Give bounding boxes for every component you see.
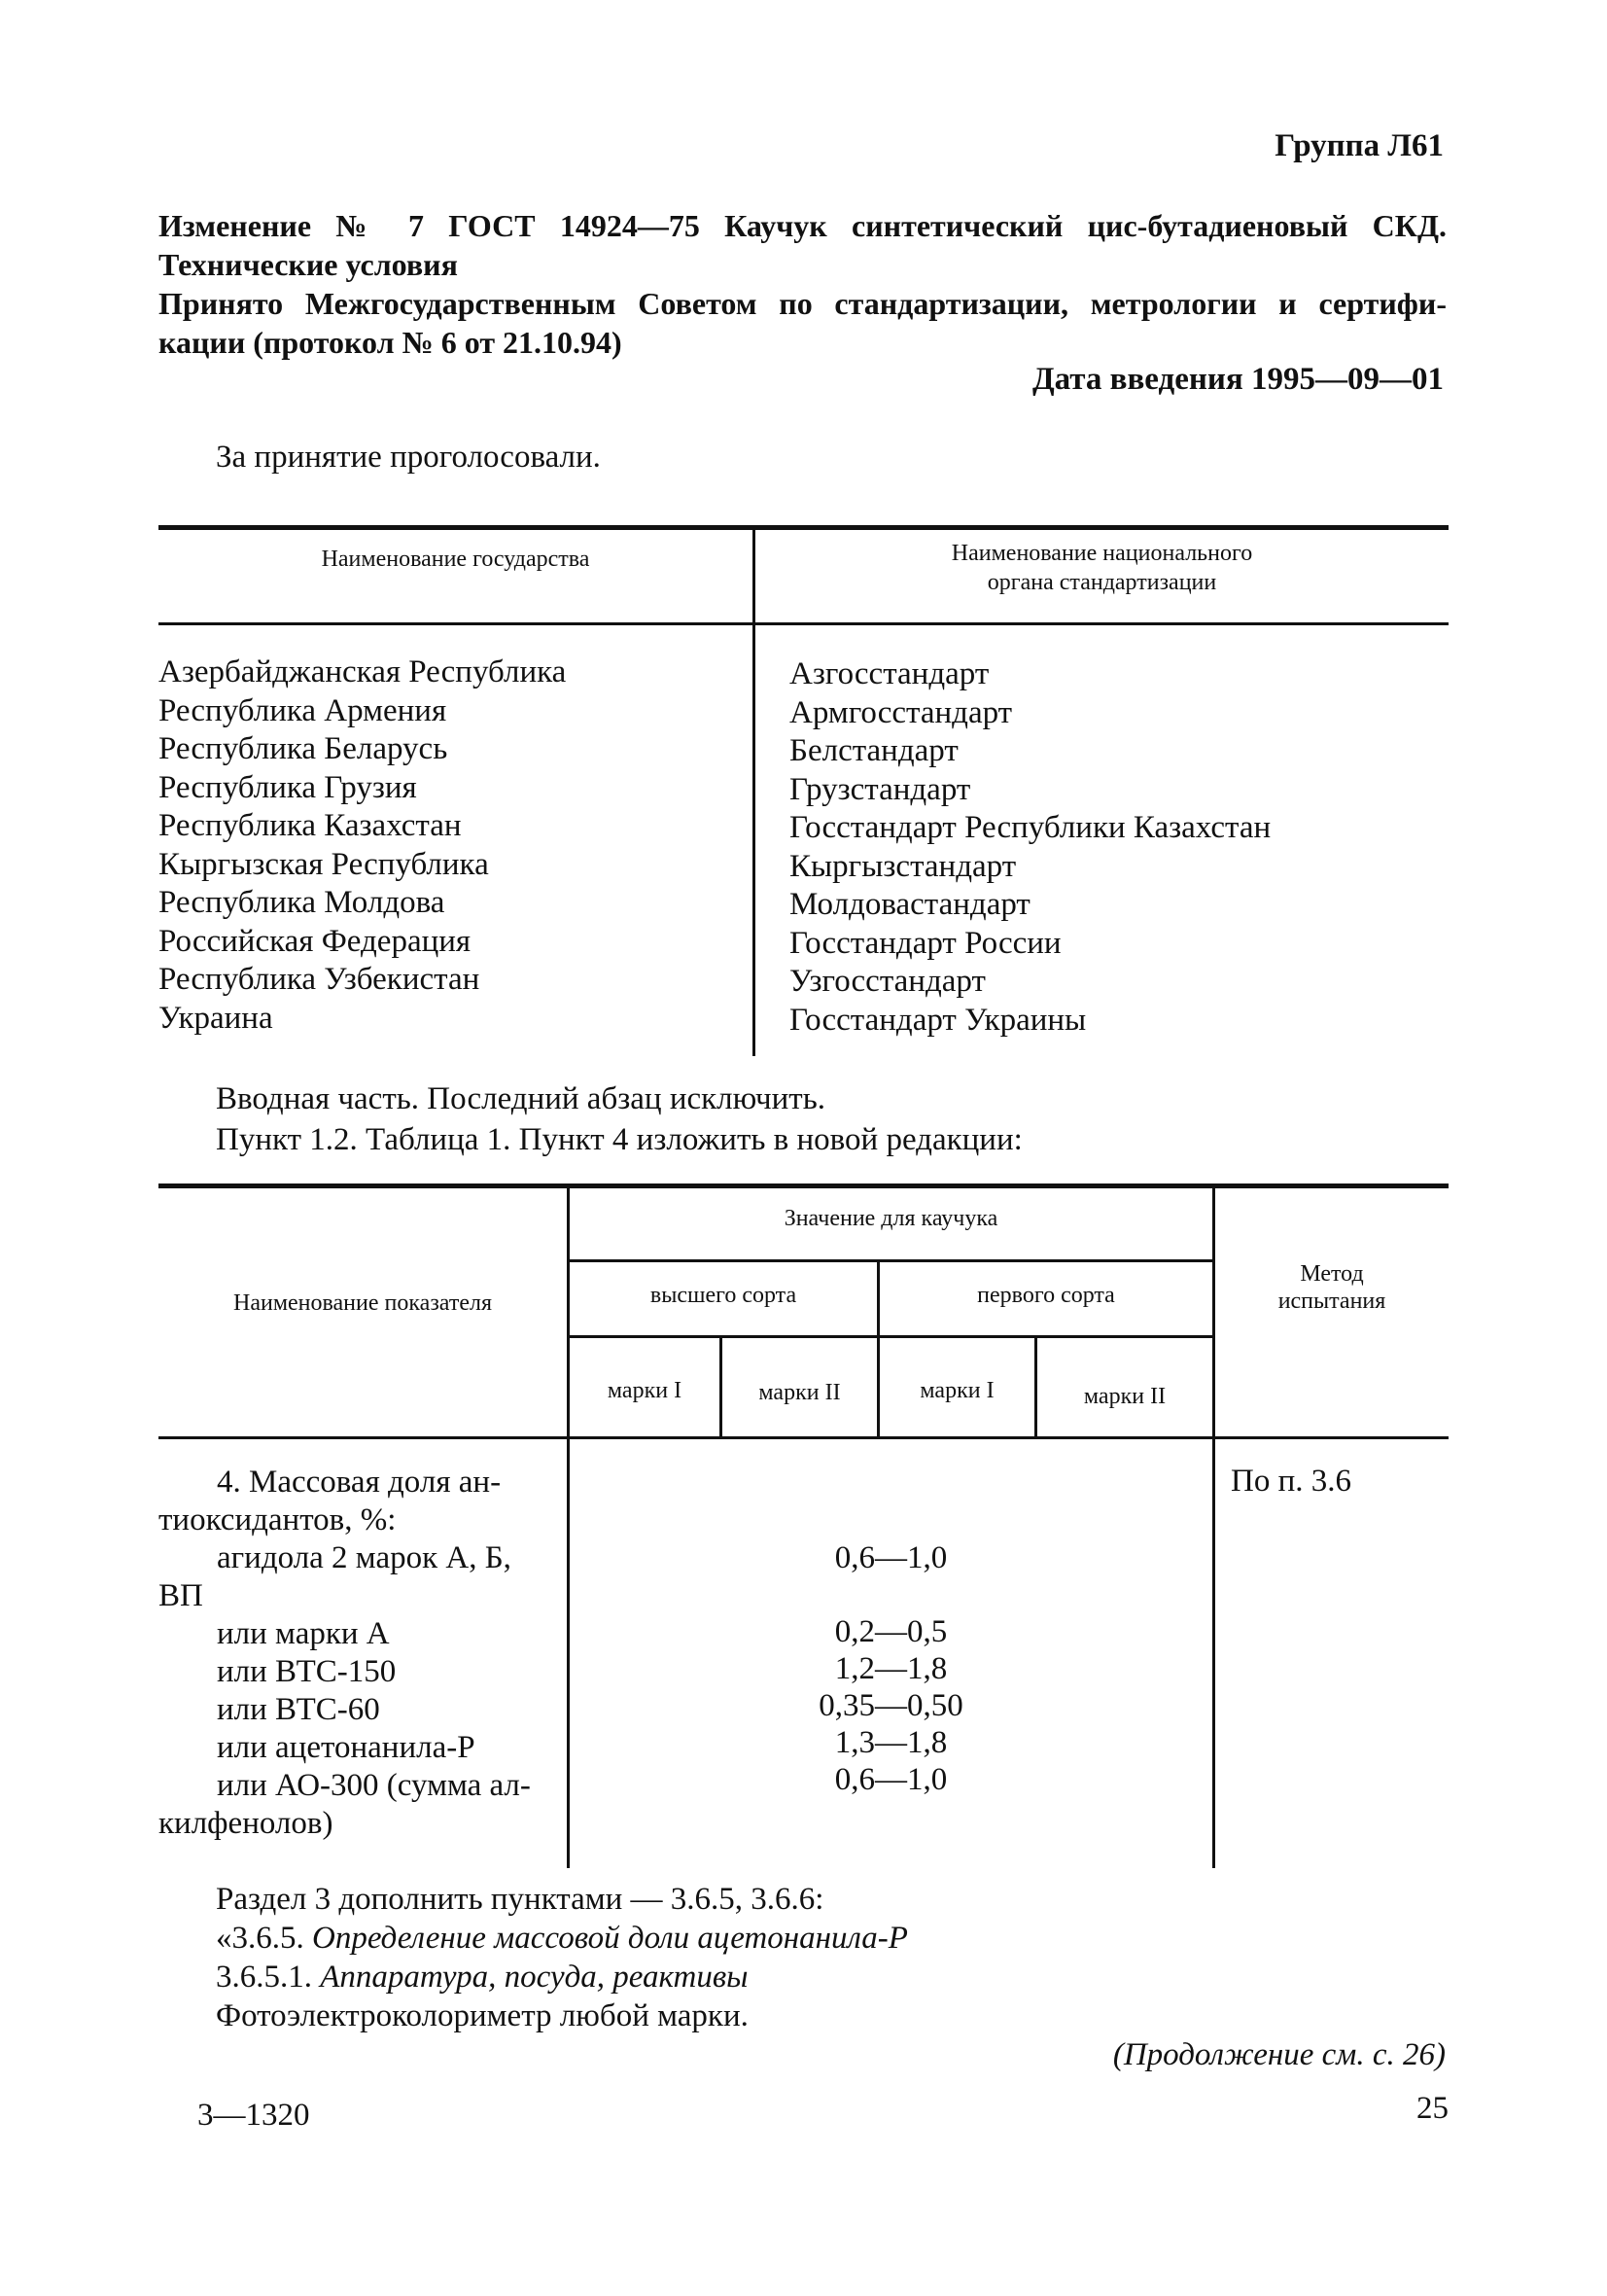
voted-text: За принятие проголосовали. xyxy=(216,440,601,475)
states-table-top-rule xyxy=(158,525,1449,530)
value-header-rule xyxy=(568,1259,1213,1262)
photometer-text: Фотоэлектроколориметр любой марки. xyxy=(216,1998,749,2033)
indicator-line: ВП xyxy=(158,1578,203,1613)
antioxidant-values xyxy=(570,1539,1212,1798)
item-3-6-5-1-title: Аппаратура, посуда, реактивы xyxy=(320,1960,749,1995)
continuation-note: (Продолжение см. с. 26) xyxy=(1112,2037,1446,2072)
antioxidant-value: 0,6—1,0 xyxy=(834,1762,948,1797)
item-3-6-5-number: «3.6.5. xyxy=(216,1921,304,1956)
standards-body: Грузстандарт xyxy=(789,771,971,807)
state-name: Республика Молдова xyxy=(158,885,445,920)
test-method-header xyxy=(1215,1260,1449,1315)
item-3-6-5-title: Определение массовой доли ацетонанила-Р xyxy=(312,1921,908,1956)
state-name: Республика Казахстан xyxy=(158,808,462,843)
test-method-header-line1: Метод xyxy=(1300,1261,1364,1287)
standards-bodies-list xyxy=(789,655,1271,1040)
top-grade-header: высшего сорта xyxy=(649,1283,797,1308)
indicator-line: агидола 2 марок А, Б, xyxy=(217,1540,511,1575)
indicator-line: или ацетонанила-Р xyxy=(217,1730,475,1765)
amendment-title-line2: Технические условия xyxy=(158,247,458,282)
standards-body: Кыргызстандарт xyxy=(789,848,1017,884)
state-name: Российская Федерация xyxy=(158,923,472,959)
state-name: Республика Армения xyxy=(158,692,447,728)
antioxidant-value: 0,35—0,50 xyxy=(819,1688,963,1723)
standards-body: Молдовастандарт xyxy=(789,887,1031,922)
brand-2-header: марки II xyxy=(1083,1384,1167,1409)
state-name: Кыргызская Республика xyxy=(158,846,489,882)
print-code: 3—1320 xyxy=(197,2098,310,2133)
antioxidant-value: 1,3—1,8 xyxy=(834,1725,948,1760)
amendment-title-line1: Изменение № 7 ГОСТ 14924—75 Каучук синтетический цис-бутадиеновый СКД. xyxy=(158,208,1447,243)
indicator-line: или ВТС-60 xyxy=(217,1692,380,1727)
states-col2-header-line2: органа стандартизации xyxy=(987,570,1217,595)
state-name: Республика Узбекистан xyxy=(158,962,480,997)
intro-part-text: Вводная часть. Последний абзац исключить. xyxy=(216,1081,826,1116)
state-names-list xyxy=(158,653,566,1038)
indicator-line: или АО-300 (сумма ал- xyxy=(217,1768,531,1803)
indicator-name-header: Наименование показателя xyxy=(233,1290,492,1316)
test-method-value: По п. 3.6 xyxy=(1231,1464,1351,1499)
indicator-description xyxy=(158,1464,562,1843)
states-table-header-rule xyxy=(158,622,1449,625)
antioxidant-value: 0,6—1,0 xyxy=(834,1540,948,1575)
states-col2-header-line1: Наименование национального xyxy=(951,541,1253,566)
item-3-6-5-1-number: 3.6.5.1. xyxy=(216,1960,312,1995)
indicator-line: килфенолов) xyxy=(158,1806,333,1841)
item-3-6-5 xyxy=(216,1921,908,1957)
standards-body: Госстандарт Украины xyxy=(789,1002,1087,1038)
introduction-date: Дата введения 1995—09—01 xyxy=(1031,362,1444,397)
adopted-line1: Принято Межгосударственным Советом по стандартизации, метрологии и сертифи- xyxy=(158,286,1447,321)
state-name: Республика Грузия xyxy=(158,769,417,805)
indicator-line: 4. Массовая доля ан- xyxy=(217,1465,502,1500)
indicator-line: или ВТС-150 xyxy=(217,1654,397,1689)
item-1-2-text: Пункт 1.2. Таблица 1. Пункт 4 изложить в новой редакции: xyxy=(216,1122,1023,1157)
item-3-6-5-1 xyxy=(216,1960,749,1996)
standards-body: Азгосстандарт xyxy=(789,656,990,691)
brand-1-header: марки I xyxy=(920,1378,995,1403)
standards-body: Госстандарт России xyxy=(789,925,1062,961)
indicator-line: или марки А xyxy=(217,1616,390,1651)
antioxidant-value: 0,2—0,5 xyxy=(834,1614,948,1649)
indicator-line: тиоксидантов, %: xyxy=(158,1502,397,1537)
brand-1-header: марки I xyxy=(607,1378,682,1403)
grade-header-rule xyxy=(568,1335,1213,1338)
rubber-value-header: Значение для каучука xyxy=(784,1206,998,1231)
group-label: Группа Л61 xyxy=(1275,128,1444,163)
states-table-divider xyxy=(752,529,755,1056)
page-number: 25 xyxy=(1416,2091,1449,2126)
states-col1-header: Наименование государства xyxy=(321,547,590,572)
antioxidant-value: 1,2—1,8 xyxy=(834,1651,948,1686)
standards-body: Госстандарт Республики Казахстан xyxy=(789,810,1272,845)
section-3-text: Раздел 3 дополнить пунктами — 3.6.5, 3.6.6: xyxy=(216,1882,824,1917)
value-spacer xyxy=(570,1576,1212,1613)
first-grade-header: первого сорта xyxy=(977,1283,1115,1308)
indicator-table-top-rule xyxy=(158,1183,1449,1188)
standards-body: Узгосстандарт xyxy=(789,964,986,999)
adopted-line2: кации (протокол № 6 от 21.10.94) xyxy=(158,325,622,360)
state-name: Азербайджанская Республика xyxy=(158,654,567,689)
standards-body: Армгосстандарт xyxy=(789,694,1013,730)
test-method-header-line2: испытания xyxy=(1277,1289,1386,1314)
amendment-header xyxy=(158,206,1447,362)
states-col2-header xyxy=(755,539,1449,597)
indicator-table-header-rule xyxy=(158,1436,1449,1439)
state-name: Украина xyxy=(158,1000,273,1036)
brand-2-header: марки II xyxy=(758,1380,841,1405)
standards-body: Белстандарт xyxy=(789,733,959,768)
state-name: Республика Беларусь xyxy=(158,731,448,766)
